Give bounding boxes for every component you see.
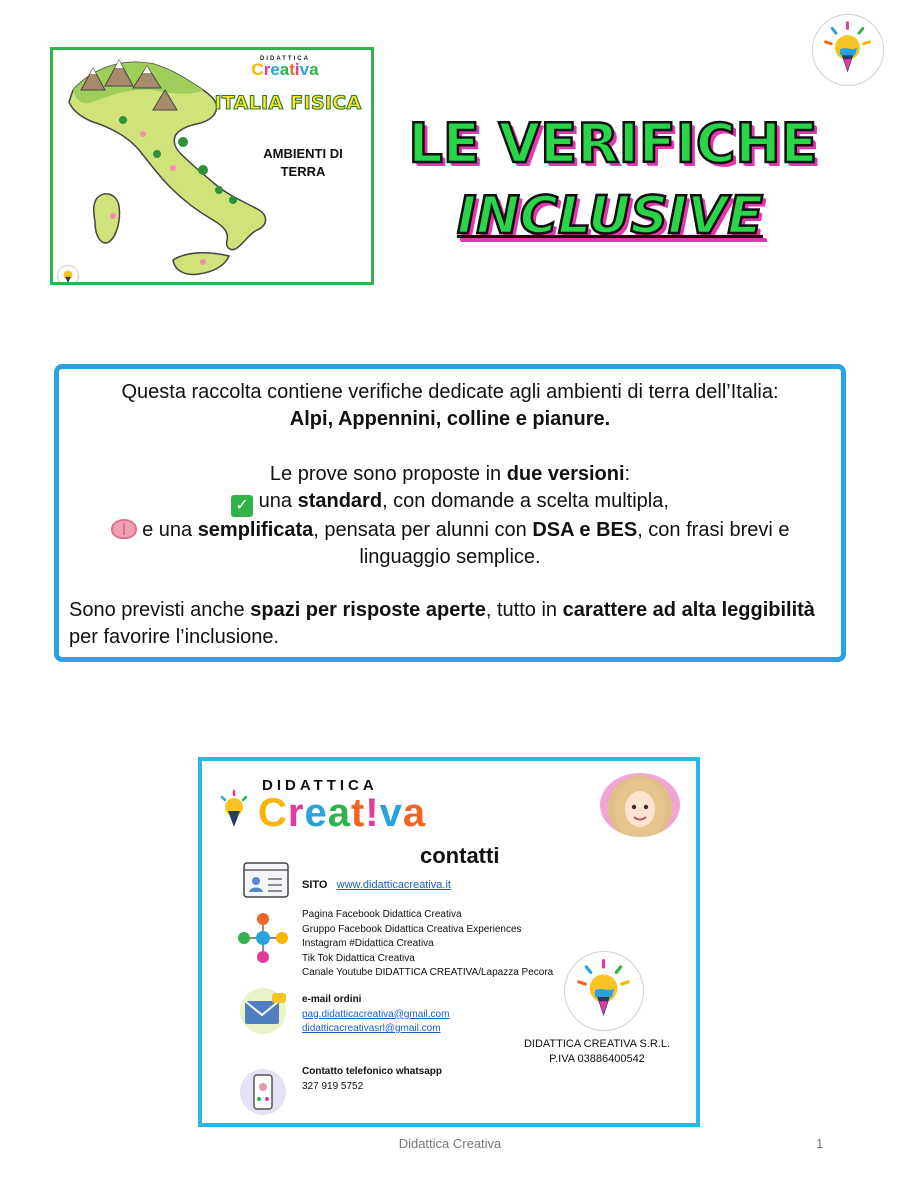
cover-title: ITALIA FISICA (214, 92, 362, 114)
email-icon (236, 987, 290, 1035)
contacts-card (198, 757, 700, 1127)
cover-brand-logo (245, 56, 325, 78)
intro-bold: Alpi, Appennini, colline e pianure. (289, 408, 611, 430)
site-link[interactable]: www.didatticacreativa.it (336, 879, 451, 891)
contacts-brand-main: Creat!va (258, 791, 427, 835)
brain-icon (111, 519, 137, 539)
simplified-version-line2: linguaggio semplice. (359, 546, 541, 568)
social-network-icon (236, 911, 290, 965)
phone-block (302, 1065, 442, 1094)
website-icon (242, 861, 290, 899)
bulb-pencil-icon (214, 789, 254, 829)
intro-paragraph (59, 379, 841, 433)
email-label: e-mail ordini (302, 994, 362, 1005)
company-name: DIDATTICA CREATIVA S.R.L. (523, 1038, 671, 1050)
social-item: Gruppo Facebook Didattica Creativa Experiences (302, 923, 522, 935)
email-block (302, 993, 449, 1037)
intro-text: Questa raccolta contiene verifiche dedicate agli ambienti di terra dell’Italia: (121, 381, 779, 403)
cover-small-logo-icon (57, 265, 79, 285)
versions-paragraph (59, 461, 841, 571)
email-link[interactable]: didatticacreativasrl@gmail.com (302, 1023, 441, 1034)
social-item: Canale Youtube DIDATTICA CREATIVA/Lapazza Pecora (302, 967, 554, 978)
cover-subtitle-line2: TERRA (280, 164, 326, 179)
company-info (512, 1037, 682, 1067)
open-answers-paragraph: Sono previsti anche spazi per risposte aperte, tutto in carattere ad alta leggibilità per favorire l’inclusione. (69, 599, 815, 648)
check-mark-icon: ✓ (231, 495, 253, 517)
contacts-brand-top: DIDATTICA (262, 777, 378, 794)
cover-thumbnail (50, 47, 374, 285)
versions-line: Le prove sono proposte in due versioni: (269, 463, 631, 485)
phone-label: Contatto telefonico whatsapp (302, 1066, 442, 1077)
page-number: 1 (816, 1136, 824, 1151)
company-vat: P.IVA 03886400542 (549, 1053, 645, 1065)
cover-footer: Didattica Creativa (193, 282, 233, 285)
cover-brand-main: Creativa (251, 60, 319, 79)
page-footer: Didattica Creativa (398, 1136, 502, 1151)
main-title-line1: LE VERIFICHE (408, 112, 818, 175)
standard-version-line: ✓ una standard, con domande a scelta multipla, (59, 488, 841, 517)
social-item: Tik Tok Didattica Creativa (302, 952, 415, 964)
site-label: SITO (302, 879, 328, 891)
description-box (54, 364, 846, 662)
social-item: Instagram #Didattica Creativa (302, 938, 434, 949)
phone-icon (238, 1067, 288, 1117)
cover-brand-top: DIDATTICA (260, 56, 310, 62)
cover-subtitle-line1: AMBIENTI DI (263, 146, 343, 161)
site-row (302, 878, 451, 893)
social-list (302, 908, 553, 981)
social-item: Pagina Facebook Didattica Creativa (302, 909, 462, 920)
contacts-heading: contatti (420, 843, 500, 868)
simplified-version-line: e una semplificata, pensata per alunni con DSA e BES, con frasi brevi e (59, 517, 841, 544)
brand-logo-icon (564, 951, 644, 1031)
cover-subtitle (243, 145, 363, 181)
email-link[interactable]: pag.didatticacreativa@gmail.com (302, 1008, 450, 1020)
phone-number: 327 919 5752 (302, 1080, 364, 1092)
avatar (600, 773, 680, 837)
main-title-line2: INCLUSIVE (456, 186, 764, 246)
brand-logo-icon (812, 14, 884, 86)
